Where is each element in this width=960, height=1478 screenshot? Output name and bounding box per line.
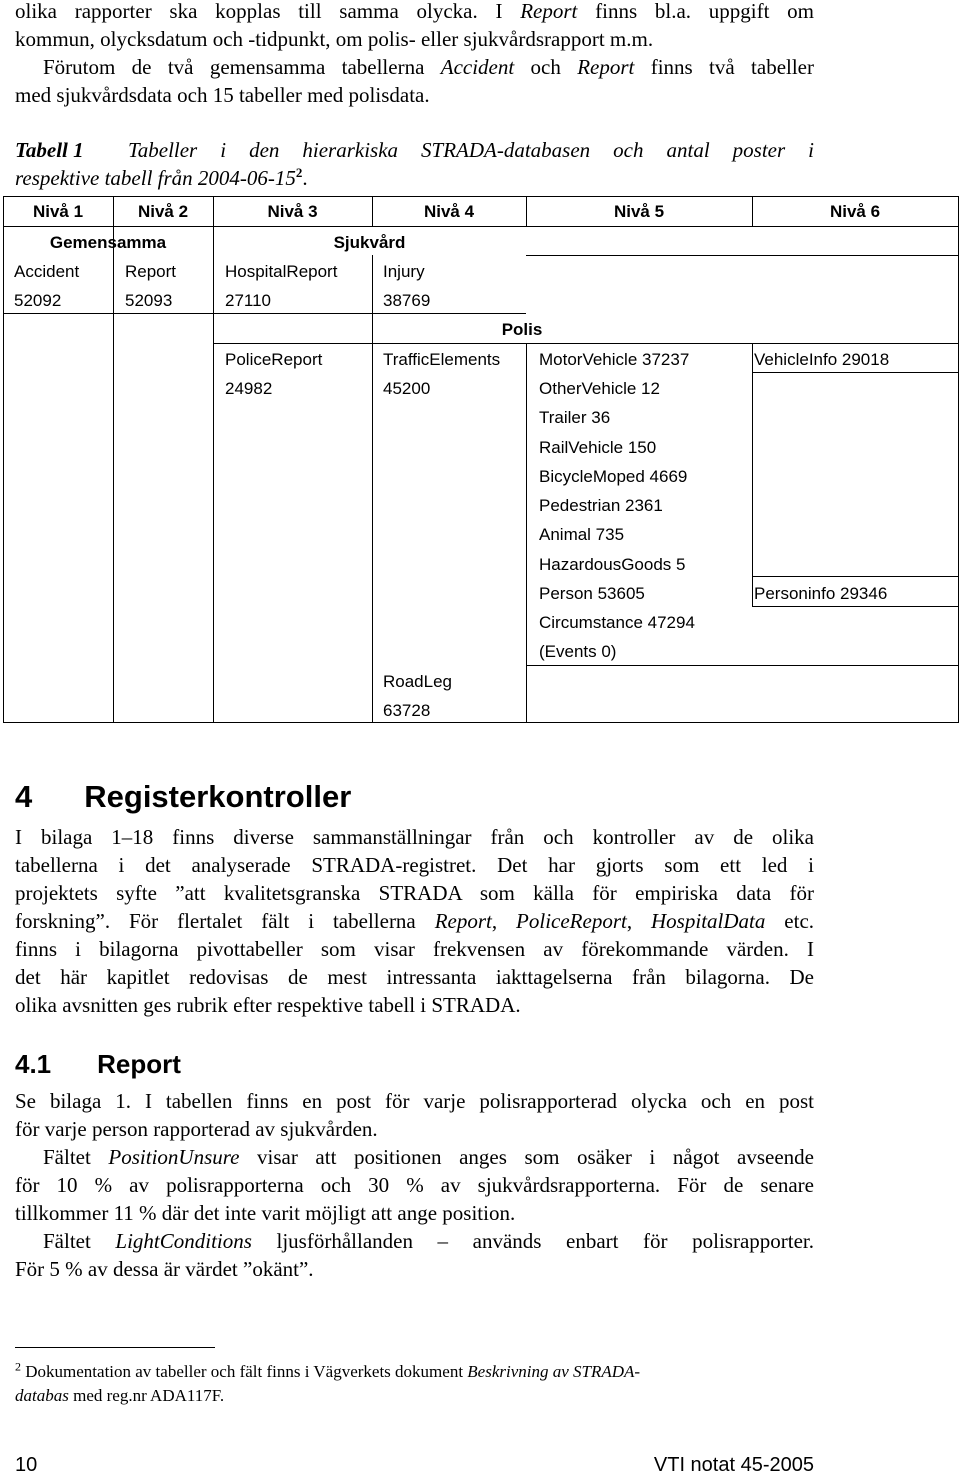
level5-item: OtherVehicle 12 <box>539 379 660 398</box>
body-line: Se bilaga 1. I tabellen finns en post för varje polisrapporterad olycka och en post <box>15 1089 814 1113</box>
table-policereport: PoliceReport <box>225 350 323 369</box>
section-heading-4: 4 Registerkontroller <box>15 779 352 814</box>
strada-table <box>0 196 960 724</box>
body-line: tabellerna i det analyserade STRADA-registret. Det har gjorts som ett led i <box>15 853 814 877</box>
level5-item: Animal 735 <box>539 525 625 544</box>
count-hospitalreport: 27110 <box>225 291 272 310</box>
intro-line-2: kommun, olycksdatum och -tidpunkt, om polis- eller sjukvårdsrapport m.m. <box>15 27 654 51</box>
level5-item: Trailer 36 <box>539 408 611 427</box>
page-number: 10 <box>15 1454 38 1476</box>
level5-item: Circumstance 47294 <box>539 613 695 632</box>
body-line: Fältet LightConditions ljusförhållanden – används enbart för polisrapporter. <box>43 1229 814 1253</box>
count-injury: 38769 <box>383 291 431 310</box>
group-police: Polis <box>501 320 543 339</box>
body-line: det här kapitlet redovisas de mest intressanta iakttagelserna från bilagorna. De <box>15 965 814 989</box>
level5-item: Person 53605 <box>539 584 645 603</box>
body-line: projektets syfte ”att kvalitetsgranska STRADA som källa för empiriska data för <box>15 881 814 905</box>
table-hospitalreport: HospitalReport <box>225 262 338 281</box>
body-line: I bilaga 1–18 finns diverse sammanställningar från och kontroller av de olika <box>15 825 814 849</box>
header-level-3: Nivå 3 <box>267 202 318 221</box>
body-line: olika avsnitten ges rubrik efter respektive tabell i STRADA. <box>15 993 521 1017</box>
table-personinfo: Personinfo 29346 <box>754 584 888 603</box>
table-accident: Accident <box>14 262 80 281</box>
header-level-1: Nivå 1 <box>32 202 84 221</box>
count-roadleg: 63728 <box>383 701 431 720</box>
table-injury: Injury <box>383 262 425 281</box>
footnote-line-1: $^2$ Dokumentation av tabeller och fält finns i Vägverkets dokument Beskrivning av STRADA- <box>15 1359 641 1381</box>
body-line: forskning”. För flertalet fält i tabellerna Report, PoliceReport, HospitalData etc. <box>15 909 815 933</box>
body-line: för 10 % av polisrapporterna och 30 % av sjukvårdsrapporterna. För de senare <box>15 1173 814 1197</box>
footnote-rule <box>15 1347 215 1348</box>
level5-item: (Events 0) <box>539 642 617 661</box>
table-vehicleinfo: VehicleInfo 29018 <box>754 350 890 369</box>
caption-label: Tabell 1 <box>15 138 84 162</box>
header-level-6: Nivå 6 <box>829 202 881 221</box>
level5-item: HazardousGoods 5 <box>539 555 686 574</box>
count-accident: 52092 <box>14 291 62 310</box>
intro-line-3: Förutom de två gemensamma tabellerna Accident och Report finns två tabeller <box>43 55 814 79</box>
level5-item: Pedestrian 2361 <box>539 496 663 515</box>
level5-item: BicycleMoped 4669 <box>539 467 688 486</box>
document-id: VTI notat 45-2005 <box>653 1454 814 1476</box>
footnote-line-2: databas med reg.nr ADA117F. <box>15 1386 225 1405</box>
section-heading-4-1: 4.1 Report <box>15 1049 181 1079</box>
count-trafficelements: 45200 <box>383 379 431 398</box>
header-level-2: Nivå 2 <box>137 202 189 221</box>
caption-line-1: Tabeller i den hierarkiska STRADA-databasen och antal poster i <box>128 138 814 162</box>
footnote-ref: 2 <box>295 165 303 180</box>
table-report: Report <box>125 262 177 281</box>
table-roadleg: RoadLeg <box>383 672 453 691</box>
level5-item: RailVehicle 150 <box>539 438 657 457</box>
group-health: Sjukvård <box>333 233 406 252</box>
count-report: 52093 <box>125 291 173 310</box>
body-line: Fältet PositionUnsure visar att positionen anges som osäker i något avseende <box>43 1145 814 1169</box>
count-policereport: 24982 <box>225 379 273 398</box>
body-line: tillkommer 11 % där det inte varit möjligt att ange position. <box>15 1201 516 1225</box>
header-level-4: Nivå 4 <box>423 202 475 221</box>
body-line: För 5 % av dessa är värdet ”okänt”. <box>15 1257 314 1281</box>
intro-line-1: olika rapporter ska kopplas till samma olycka. I Report finns bl.a. uppgift om <box>15 0 815 23</box>
level5-item: MotorVehicle 37237 <box>539 350 690 369</box>
caption-line-2: respektive tabell från $2004-06-15^2$. <box>15 165 308 190</box>
group-common: Gemensamma <box>49 233 167 252</box>
table-trafficelements: TrafficElements <box>383 350 501 369</box>
intro-line-4: med sjukvårdsdata och 15 tabeller med polisdata. <box>15 83 430 107</box>
body-line: för varje person rapporterad av sjukvården. <box>15 1117 378 1141</box>
header-level-5: Nivå 5 <box>613 202 665 221</box>
body-line: finns i bilagorna pivottabeller som visar frekvensen av förekommande värden. I <box>15 937 814 961</box>
